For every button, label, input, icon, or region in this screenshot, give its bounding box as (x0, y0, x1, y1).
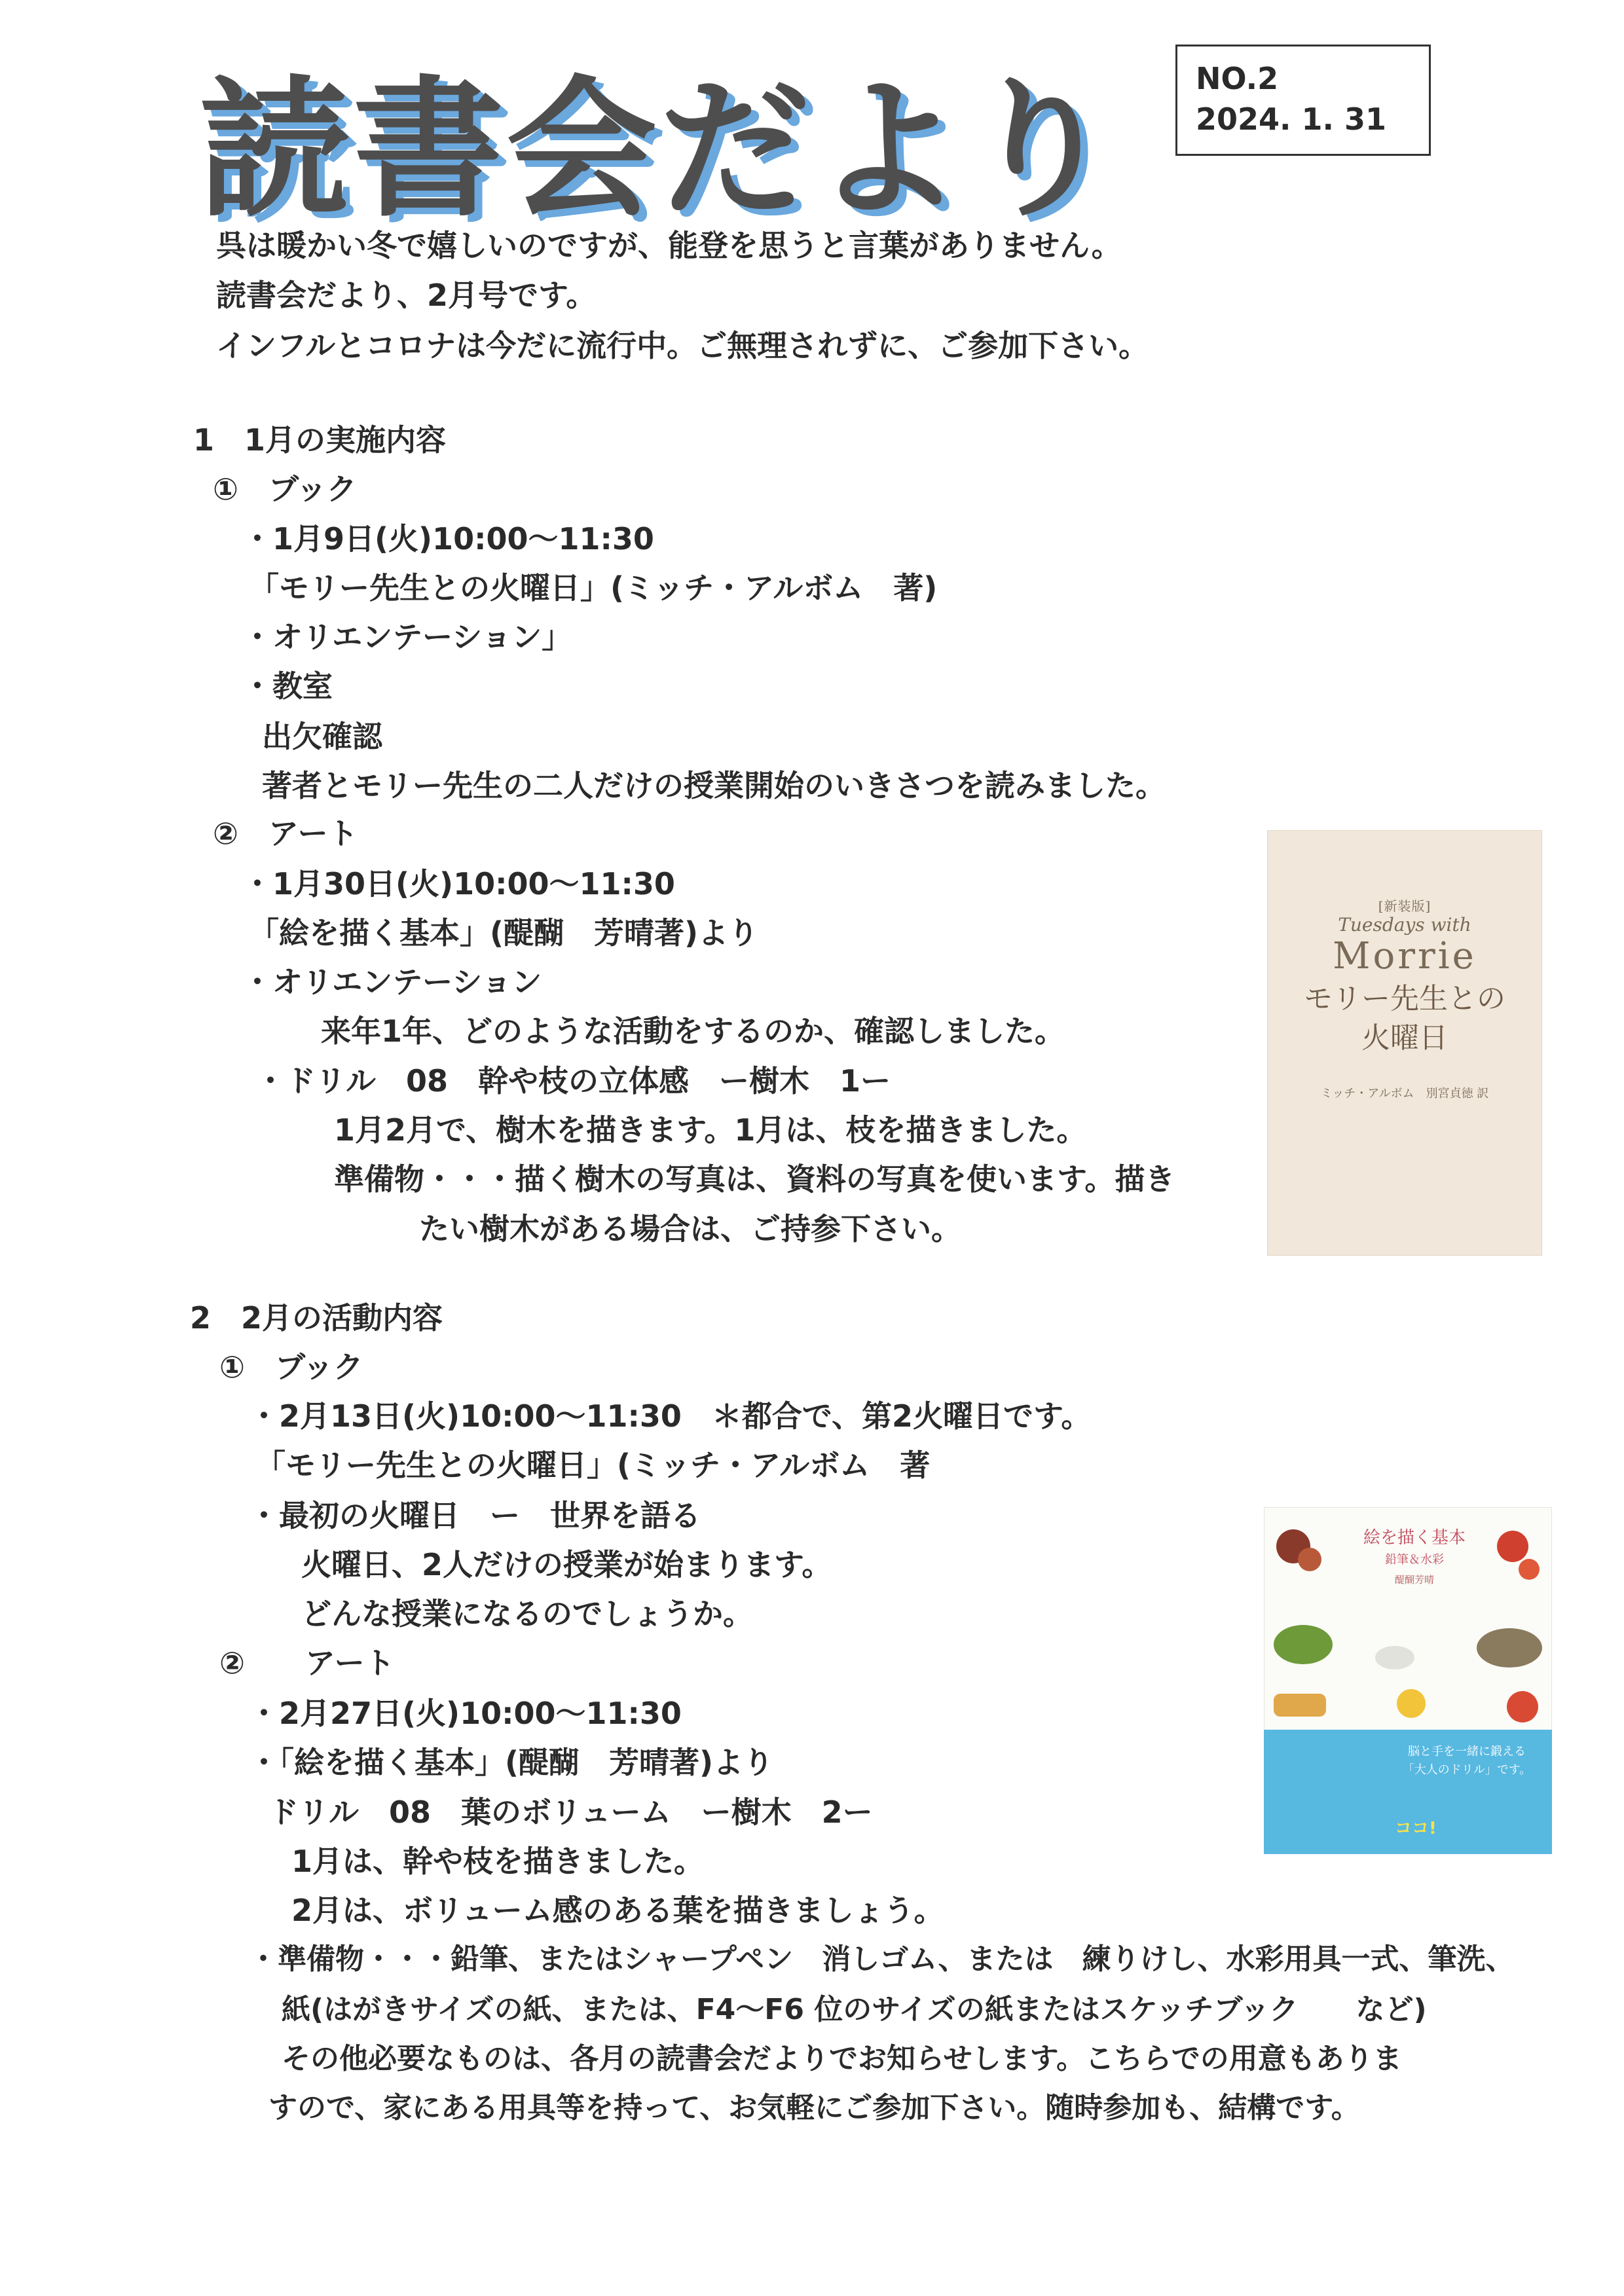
list-item: ・準備物・・・鉛筆、またはシャープペン 消しゴム、または 練りけし、水彩用具一式、筆洗、 (249, 1942, 1515, 1976)
list-item: 「モリー先生との火曜日」(ミッチ・アルボム 著 (255, 1448, 931, 1483)
list-item: ・1月9日(火)10:00～11:30 (242, 521, 654, 556)
book-catch (1388, 1743, 1545, 1779)
intro-line: 呉は暖かい冬で嬉しいのですが、能登を思うと言葉がありません。 (216, 228, 1122, 263)
list-item: 出欠確認 (262, 719, 382, 754)
section-heading: 1 1月の実施内容 (193, 422, 447, 458)
book-author: ミッチ・アルボム 別宮貞徳 訳 (1320, 1087, 1489, 1101)
subsection-label: ② アート (219, 1645, 395, 1681)
list-item: 著者とモリー先生の二人だけの授業開始のいきさつを読みました。 (262, 768, 1166, 803)
list-item: ・2月27日(火)10:00～11:30 (249, 1696, 682, 1731)
list-item: どんな授業になるのでしょうか。 (301, 1596, 753, 1631)
list-item: ・2月13日(火)10:00～11:30 ＊都合で、第2火曜日です。 (249, 1398, 1092, 1434)
list-item: 1月は、幹や枝を描きました。 (291, 1844, 705, 1879)
list-item: すので、家にある用具等を持って、お気軽にご参加下さい。随時参加も、結構です。 (268, 2091, 1360, 2124)
list-item: 準備物・・・描く樹木の写真は、資料の写真を使います。描き (334, 1161, 1175, 1197)
list-item: 1月2月で、樹木を描きます。1月は、枝を描きました。 (334, 1112, 1087, 1148)
section-heading: 2 2月の活動内容 (190, 1300, 443, 1336)
list-item: その他必要なものは、各月の読書会だよりでお知らせします。こちらでの用意もありま (282, 2042, 1402, 2075)
book-edition: [新装版] (1378, 898, 1431, 914)
issue-date: 2024. 1. 31 (1196, 101, 1387, 137)
book-cover-morrie (1267, 830, 1542, 1256)
book-title-en: Morrie (1333, 935, 1477, 977)
book-title: 絵を描く基本 (1363, 1528, 1466, 1548)
subsection-label: ① ブック (219, 1349, 363, 1385)
book-catch-line: 脳と手を一緒に鍛える (1408, 1745, 1526, 1758)
list-item: ・オリエンテーション (242, 964, 542, 1000)
book-cover-drawing-basics (1264, 1507, 1552, 1854)
book-koko: ココ! (1395, 1819, 1437, 1838)
list-item: 紙(はがきサイズの紙、または、F4～F6 位のサイズの紙またはスケッチブック など) (282, 1993, 1427, 2026)
list-item: ・「絵を描く基本」(醍醐 芳晴著)より (249, 1745, 774, 1780)
list-item: ・ドリル 08 幹や枝の立体感 ー樹木 1ー (255, 1063, 891, 1099)
list-item: ・最初の火曜日 ー 世界を語る (249, 1498, 701, 1533)
list-item: 火曜日、2人だけの授業が始まります。 (301, 1547, 832, 1582)
subsection-label: ② アート (213, 816, 358, 851)
list-item: 「モリー先生との火曜日」(ミッチ・アルボム 著) (249, 570, 938, 606)
book-title-jp: 火曜日 (1361, 1021, 1448, 1055)
list-item: 来年1年、どのような活動をするのか、確認しました。 (321, 1013, 1065, 1049)
issue-number: NO.2 (1196, 61, 1279, 96)
list-item: 「絵を描く基本」(醍醐 芳晴著)より (249, 915, 759, 951)
subsection-label: ① ブック (213, 471, 357, 507)
list-item: ・教室 (242, 668, 333, 704)
book-author: 醍醐芳晴 (1394, 1574, 1434, 1586)
list-item: ドリル 08 葉のボリューム ー樹木 2ー (268, 1795, 873, 1830)
issue-box (1175, 45, 1431, 156)
list-item: たい樹木がある場合は、ご持参下さい。 (419, 1211, 961, 1247)
intro-line: 読書会だより、2月号です。 (216, 278, 597, 313)
list-item: ・オリエンテーション」 (242, 619, 572, 655)
book-title-jp: モリー先生との (1304, 982, 1505, 1015)
book-subtitle-en: Tuesdays with (1338, 914, 1471, 936)
newsletter-title: 読書会だより (200, 63, 1120, 238)
intro-line: インフルとコロナは今だに流行中。ご無理されずに、ご参加下さい。 (216, 328, 1149, 363)
list-item: ・1月30日(火)10:00～11:30 (242, 866, 675, 902)
book-subtitle: 鉛筆＆水彩 (1385, 1553, 1444, 1567)
list-item: 2月は、ボリューム感のある葉を描きましょう。 (291, 1893, 944, 1928)
book-catch-line: 「大人のドリル」です。 (1402, 1763, 1532, 1777)
